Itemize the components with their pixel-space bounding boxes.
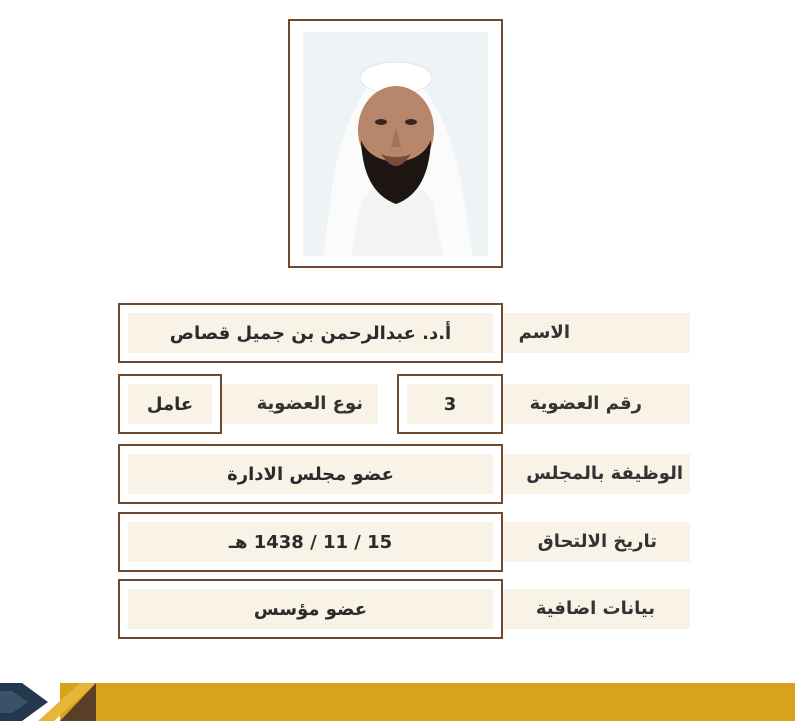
join-date-value-box (118, 512, 503, 572)
member-portrait-illustration (303, 32, 488, 256)
membership-number-value: 3 (443, 393, 457, 415)
member-photo (303, 32, 488, 256)
join-date-value: 15 / 11 / 1438 هـ (228, 531, 393, 553)
name-label: الاسم (518, 322, 570, 343)
additional-info-label: بيانات اضافية (535, 598, 655, 619)
additional-info-value-box (118, 579, 503, 639)
footer-gold-band (60, 683, 795, 721)
name-value-box (118, 303, 503, 363)
membership-type-value: عامل (146, 393, 194, 415)
name-value: أ.د. عبدالرحمن بن جميل قصاص (169, 322, 452, 344)
membership-number-box (397, 374, 503, 434)
position-value-box (118, 444, 503, 504)
member-photo-frame (288, 19, 503, 268)
position-value: عضو مجلس الادارة (227, 463, 394, 485)
membership-type-box (118, 374, 222, 434)
join-date-label: تاريخ الالتحاق (537, 531, 657, 552)
decorative-footer-bar (0, 683, 795, 721)
membership-type-label: نوع العضوية (256, 393, 363, 414)
additional-info-value: عضو مؤسس (253, 598, 368, 620)
membership-number-label: رقم العضوية (529, 393, 642, 414)
position-label: الوظيفة بالمجلس (526, 463, 683, 484)
